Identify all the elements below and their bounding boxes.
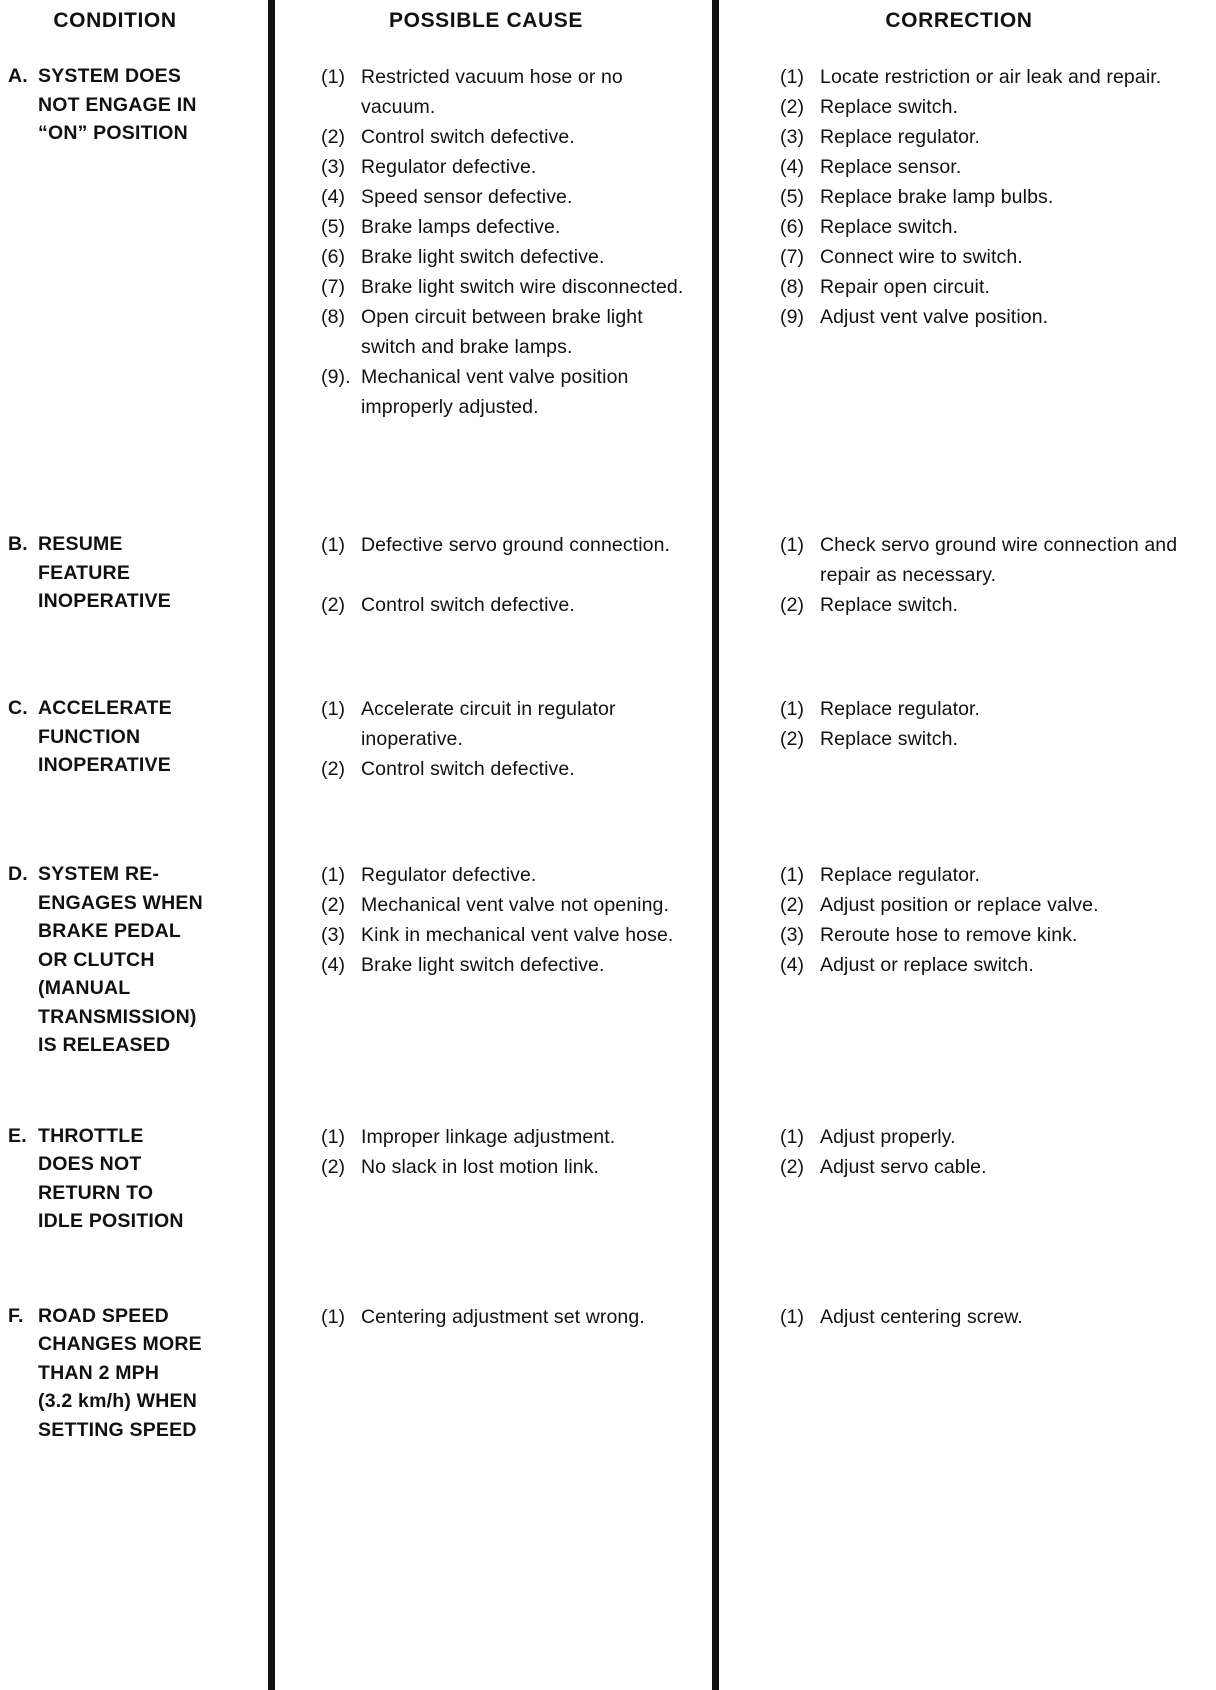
condition-line [8, 946, 256, 975]
correction-item [780, 860, 1206, 890]
cause-item-number: (3) [321, 924, 346, 946]
condition-cell [0, 1302, 268, 1445]
condition-line [8, 974, 256, 1003]
condition-letter: E. [8, 1124, 27, 1147]
condition-letter: D. [8, 863, 28, 885]
condition-line [8, 91, 256, 120]
condition-text: (MANUAL [38, 977, 131, 999]
cause-item-text: Brake light switch defective. [361, 246, 605, 268]
condition-line [8, 587, 256, 616]
cause-item [321, 920, 698, 950]
correction-item-number: (1) [780, 1305, 805, 1328]
condition-cell [0, 1122, 268, 1236]
condition-cell [0, 62, 268, 422]
correction-item-text: Adjust properly. [820, 1125, 956, 1148]
cause-item [321, 62, 698, 122]
correction-item-number: (9) [780, 306, 805, 328]
correction-item-text: Adjust centering screw. [820, 1305, 1023, 1328]
condition-cell [0, 860, 268, 1060]
condition-letter [8, 1179, 38, 1208]
correction-item [780, 724, 1206, 754]
possible-cause-cell [268, 1302, 712, 1445]
correction-item [780, 122, 1206, 152]
cause-item-number: (2) [321, 894, 346, 916]
condition-text: RESUME [38, 533, 123, 555]
condition-letter [8, 119, 38, 148]
cause-item-number: (5) [321, 216, 346, 238]
cause-item-text: Open circuit between brake light switch and brake lamps. [361, 306, 643, 358]
cause-item [321, 242, 698, 272]
cause-item-text: Centering adjustment set wrong. [361, 1305, 645, 1328]
cause-item-number: (2) [321, 126, 346, 148]
condition-cell [0, 530, 268, 620]
correction-item-text: Replace regulator. [820, 126, 981, 148]
condition-cell [0, 694, 268, 784]
condition-line [8, 694, 256, 723]
row-gap [0, 422, 1216, 530]
condition-text: INOPERATIVE [38, 754, 171, 776]
correction-item [780, 152, 1206, 182]
cause-item [321, 362, 698, 422]
correction-cell [712, 860, 1216, 1060]
condition-text: ACCELERATE [38, 697, 172, 719]
correction-item-text: Adjust servo cable. [820, 1155, 987, 1178]
cause-item [321, 152, 698, 182]
correction-item [780, 62, 1206, 92]
spacer [321, 560, 698, 590]
condition-line [8, 530, 256, 559]
correction-item-number: (1) [780, 66, 805, 88]
condition-line [8, 723, 256, 752]
table-body [0, 62, 1216, 1444]
correction-item [780, 950, 1206, 980]
table-row [0, 1122, 1216, 1236]
table-row [0, 530, 1216, 620]
cause-item-text: Brake light switch wire disconnected. [361, 276, 684, 298]
possible-cause-cell [268, 530, 712, 620]
correction-item-number: (1) [780, 698, 805, 720]
condition-line [8, 1416, 256, 1445]
condition-letter [8, 751, 38, 780]
cause-item-text: Mechanical vent valve position improperly adjusted. [361, 366, 629, 418]
condition-text: INOPERATIVE [38, 590, 171, 612]
condition-letter [8, 974, 38, 1003]
row-gap [0, 1236, 1216, 1302]
condition-text: “ON” POSITION [38, 122, 188, 144]
correction-item-number: (7) [780, 246, 805, 268]
cause-item-number: (1) [321, 1305, 346, 1328]
cause-item-number: (1) [321, 534, 346, 556]
correction-item [780, 1152, 1206, 1182]
condition-line [8, 1330, 256, 1359]
cause-item-number: (1) [321, 864, 346, 886]
condition-line [8, 1207, 256, 1236]
cause-item-text: Mechanical vent valve not opening. [361, 894, 670, 916]
condition-letter [8, 1003, 38, 1032]
correction-item-text: Replace switch. [820, 96, 959, 118]
cause-item [321, 1122, 698, 1152]
condition-line [8, 1031, 256, 1060]
correction-item [780, 302, 1206, 332]
cause-item-text: Kink in mechanical vent valve hose. [361, 924, 674, 946]
condition-line [8, 119, 256, 148]
condition-line [8, 860, 256, 889]
correction-item-text: Replace switch. [820, 216, 959, 238]
condition-line [8, 1387, 256, 1416]
condition-letter [8, 1031, 38, 1060]
table-header-row [0, 0, 1216, 34]
cause-item-number: (1) [321, 66, 346, 88]
condition-letter: A. [8, 65, 28, 87]
correction-item-text: Replace sensor. [820, 156, 962, 178]
correction-item-number: (4) [780, 156, 805, 178]
cause-item-number: (2) [321, 1155, 346, 1178]
condition-text: SYSTEM RE- [38, 863, 160, 885]
correction-item [780, 92, 1206, 122]
condition-text: FEATURE [38, 561, 131, 584]
cause-item [321, 302, 698, 362]
correction-item [780, 182, 1206, 212]
condition-text: DOES NOT [38, 1153, 142, 1175]
correction-item-number: (1) [780, 1125, 805, 1148]
table-row [0, 62, 1216, 422]
correction-item-number: (2) [780, 1155, 805, 1178]
correction-item-text: Locate restriction or air leak and repair. [820, 66, 1162, 88]
condition-text: (3.2 km/h) WHEN [38, 1390, 198, 1412]
condition-letter [8, 587, 38, 616]
cause-item-text: Defective servo ground connection. [361, 534, 671, 556]
condition-line [8, 1122, 256, 1151]
correction-item-text: Reroute hose to remove kink. [820, 924, 1078, 946]
condition-letter [8, 1359, 38, 1388]
condition-letter [8, 946, 38, 975]
correction-item-number: (1) [780, 864, 805, 886]
condition-letter: F. [8, 1304, 24, 1327]
condition-text: THROTTLE [38, 1124, 144, 1147]
correction-item [780, 590, 1206, 620]
condition-line [8, 1302, 256, 1331]
correction-item [780, 530, 1206, 590]
correction-item [780, 1302, 1206, 1332]
correction-item-number: (2) [780, 728, 805, 750]
condition-line [8, 1003, 256, 1032]
condition-letter [8, 1150, 38, 1179]
column-header-possible-cause: POSSIBLE CAUSE [389, 9, 583, 32]
condition-text: BRAKE PEDAL [38, 920, 182, 942]
cause-item [321, 122, 698, 152]
correction-item-number: (5) [780, 186, 805, 208]
cause-item [321, 272, 698, 302]
cause-item-text: Brake light switch defective. [361, 954, 605, 976]
cause-item-number: (7) [321, 276, 346, 298]
cause-item-text: Control switch defective. [361, 594, 575, 616]
column-header-condition: CONDITION [53, 9, 177, 32]
correction-item-text: Check servo ground wire connection and repair as necessary. [820, 534, 1178, 586]
cause-item-number: (2) [321, 594, 346, 616]
table-row [0, 1302, 1216, 1445]
possible-cause-cell [268, 1122, 712, 1236]
cause-item-number: (1) [321, 1125, 346, 1148]
correction-item [780, 242, 1206, 272]
condition-line [8, 889, 256, 918]
cause-item-text: Restricted vacuum hose or no vacuum. [361, 66, 623, 118]
condition-letter [8, 917, 38, 946]
correction-item-text: Adjust or replace switch. [820, 954, 1034, 976]
cause-item-text: Control switch defective. [361, 126, 575, 148]
condition-text: CHANGES MORE [38, 1333, 202, 1355]
column-divider-left [268, 0, 275, 1690]
cause-item-number: (8) [321, 306, 346, 328]
cause-item [321, 590, 698, 620]
condition-line [8, 751, 256, 780]
cause-item-number: (9). [321, 366, 351, 388]
correction-cell [712, 1122, 1216, 1236]
condition-text: OR CLUTCH [38, 948, 155, 971]
condition-letter [8, 1416, 38, 1445]
cause-item [321, 890, 698, 920]
condition-text: TRANSMISSION) [38, 1005, 197, 1028]
column-header-correction: CORRECTION [885, 9, 1033, 32]
cause-item-text: Regulator defective. [361, 864, 537, 886]
cause-item [321, 182, 698, 212]
row-gap [0, 1060, 1216, 1122]
cause-item-text: Regulator defective. [361, 156, 537, 178]
condition-text: THAN 2 MPH [38, 1361, 160, 1384]
condition-line [8, 62, 256, 91]
cause-item [321, 1302, 698, 1332]
condition-letter [8, 1207, 38, 1236]
condition-line [8, 1179, 256, 1208]
condition-text: ROAD SPEED [38, 1304, 169, 1327]
cause-item-number: (2) [321, 758, 346, 780]
correction-item [780, 920, 1206, 950]
cause-item-text: No slack in lost motion link. [361, 1155, 600, 1178]
condition-text: IS RELEASED [38, 1034, 171, 1056]
correction-item [780, 212, 1206, 242]
correction-item-text: Replace brake lamp bulbs. [820, 186, 1054, 208]
correction-item [780, 272, 1206, 302]
possible-cause-cell [268, 860, 712, 1060]
condition-line [8, 1150, 256, 1179]
cause-item-number: (3) [321, 156, 346, 178]
correction-item [780, 890, 1206, 920]
correction-item-text: Connect wire to switch. [820, 246, 1023, 268]
condition-line [8, 1359, 256, 1388]
correction-item-number: (3) [780, 126, 805, 148]
condition-text: RETURN TO [38, 1181, 154, 1204]
condition-text: IDLE POSITION [38, 1210, 184, 1232]
condition-letter: C. [8, 697, 28, 719]
condition-letter [8, 1387, 38, 1416]
correction-item-number: (2) [780, 894, 805, 916]
cause-item-number: (4) [321, 954, 346, 976]
table-row [0, 860, 1216, 1060]
cause-item-number: (1) [321, 698, 346, 720]
correction-item-number: (3) [780, 924, 805, 946]
condition-text: ENGAGES WHEN [38, 891, 203, 914]
condition-line [8, 917, 256, 946]
cause-item-text: Speed sensor defective. [361, 186, 573, 208]
condition-letter [8, 1330, 38, 1359]
cause-item-text: Improper linkage adjustment. [361, 1125, 616, 1148]
correction-item-text: Replace regulator. [820, 864, 981, 886]
cause-item-text: Accelerate circuit in regulator inoperative. [361, 698, 616, 750]
correction-item [780, 1122, 1206, 1152]
condition-text: NOT ENGAGE IN [38, 93, 197, 116]
correction-item-text: Replace switch. [820, 594, 959, 616]
correction-item-number: (1) [780, 534, 805, 556]
cause-item [321, 694, 698, 754]
cause-item [321, 1152, 698, 1182]
cause-item-text: Brake lamps defective. [361, 216, 561, 238]
cause-item-number: (4) [321, 186, 346, 208]
column-divider-right [712, 0, 719, 1690]
correction-item [780, 694, 1206, 724]
correction-item-text: Adjust vent valve position. [820, 306, 1049, 328]
correction-item-number: (4) [780, 954, 805, 976]
row-gap [0, 784, 1216, 860]
condition-letter [8, 559, 38, 588]
condition-letter [8, 91, 38, 120]
cause-item [321, 212, 698, 242]
condition-text: SYSTEM DOES [38, 65, 182, 87]
cause-item [321, 950, 698, 980]
correction-cell [712, 530, 1216, 620]
cause-item-text: Control switch defective. [361, 758, 575, 780]
condition-line [8, 559, 256, 588]
correction-item-number: (2) [780, 96, 805, 118]
condition-text: FUNCTION [38, 725, 141, 748]
correction-item-text: Adjust position or replace valve. [820, 894, 1099, 916]
cause-item-number: (6) [321, 246, 346, 268]
cause-item [321, 530, 698, 560]
possible-cause-cell [268, 62, 712, 422]
correction-cell [712, 62, 1216, 422]
condition-letter [8, 723, 38, 752]
table-row [0, 694, 1216, 784]
correction-cell [712, 1302, 1216, 1445]
row-gap [0, 620, 1216, 694]
condition-text: SETTING SPEED [38, 1418, 197, 1441]
possible-cause-cell [268, 694, 712, 784]
condition-letter: B. [8, 533, 28, 555]
condition-letter [8, 889, 38, 918]
correction-item-number: (2) [780, 594, 805, 616]
correction-cell [712, 694, 1216, 784]
correction-item-text: Replace regulator. [820, 698, 981, 720]
correction-item-text: Repair open circuit. [820, 276, 990, 298]
cause-item [321, 754, 698, 784]
correction-item-text: Replace switch. [820, 728, 959, 750]
correction-item-number: (6) [780, 216, 805, 238]
correction-item-number: (8) [780, 276, 805, 298]
cause-item [321, 860, 698, 890]
